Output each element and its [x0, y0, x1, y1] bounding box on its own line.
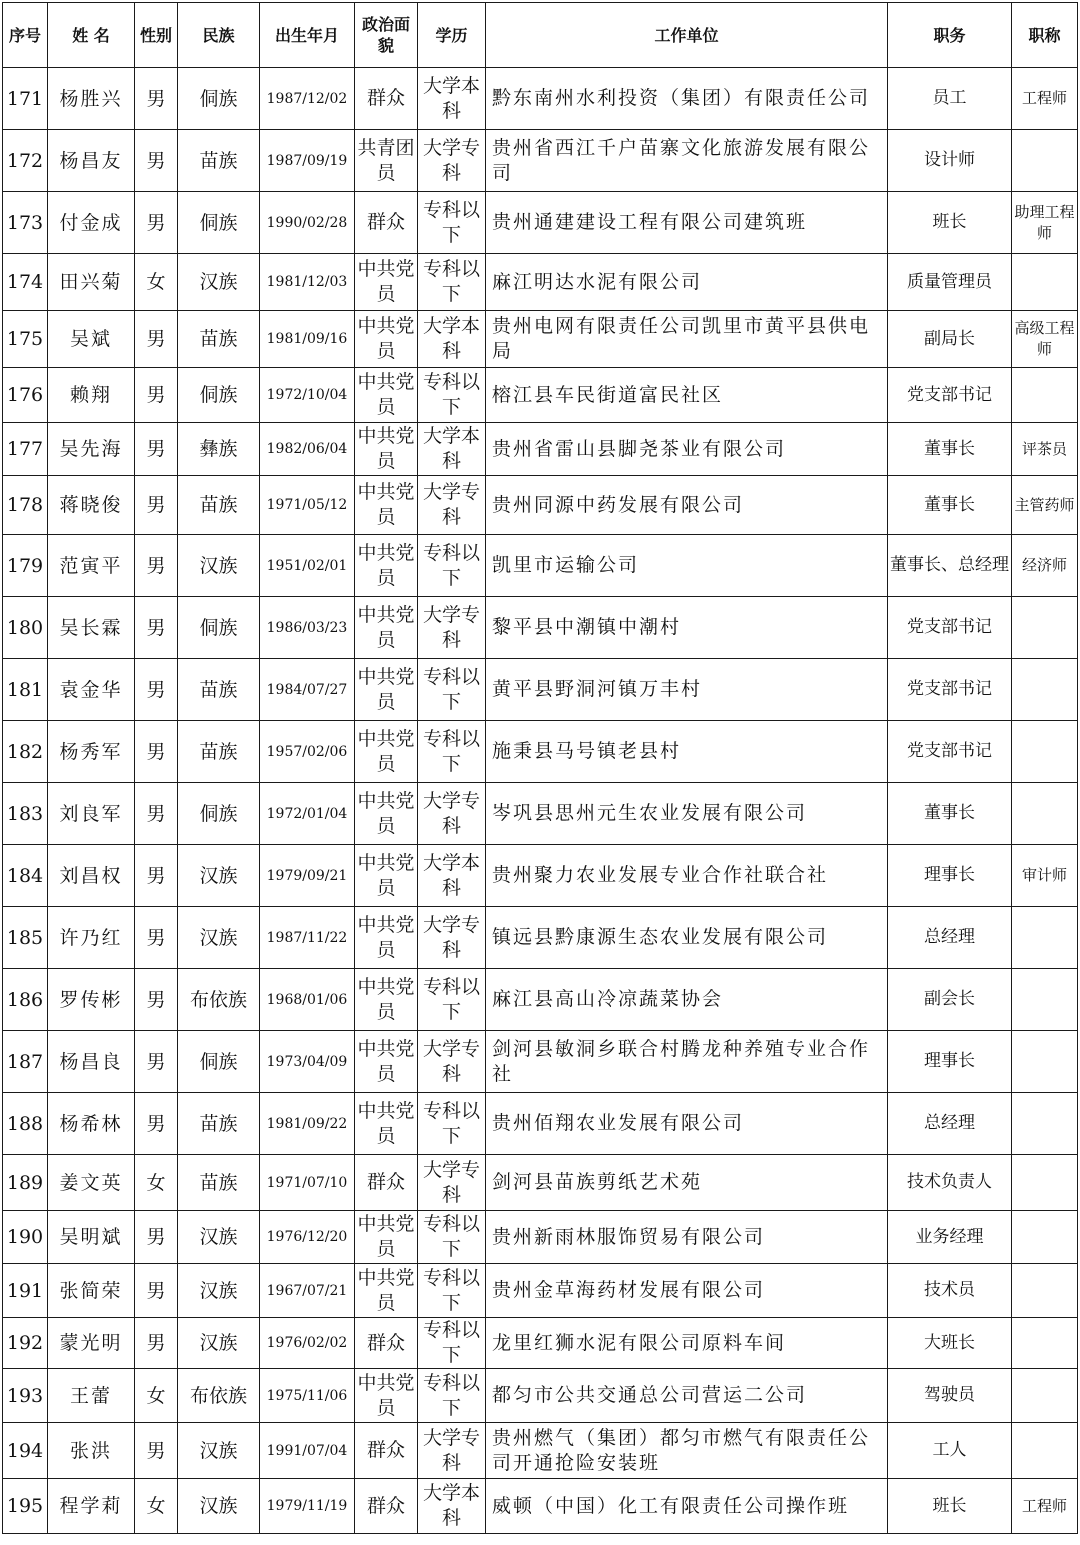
cell-post: 董事长 [888, 783, 1012, 845]
cell-gender: 男 [135, 597, 178, 659]
table-row [3, 907, 1078, 969]
cell-title [1012, 254, 1078, 311]
table-row [3, 1369, 1078, 1423]
table-row [3, 1423, 1078, 1479]
cell-ethnicity: 彝族 [178, 423, 260, 476]
cell-political: 中共党员 [355, 1031, 418, 1093]
cell-unit: 麻江明达水泥有限公司 [486, 254, 888, 311]
cell-post: 技术员 [888, 1264, 1012, 1318]
cell-birth: 1987/09/19 [260, 130, 355, 192]
cell-ethnicity: 布依族 [178, 1369, 260, 1423]
cell-seq: 188 [3, 1093, 48, 1155]
cell-ethnicity: 侗族 [178, 1031, 260, 1093]
table-row [3, 1093, 1078, 1155]
cell-gender: 男 [135, 659, 178, 721]
table-row [3, 368, 1078, 423]
cell-birth: 1972/01/04 [260, 783, 355, 845]
cell-unit: 剑河县苗族剪纸艺术苑 [486, 1155, 888, 1211]
cell-post: 副局长 [888, 311, 1012, 368]
cell-unit: 贵州燃气（集团）都匀市燃气有限责任公司开通抢险安装班 [486, 1423, 888, 1479]
cell-political: 中共党员 [355, 476, 418, 535]
cell-unit: 岑巩县思州元生农业发展有限公司 [486, 783, 888, 845]
cell-education: 大学专科 [418, 783, 486, 845]
cell-name: 范寅平 [48, 535, 135, 597]
cell-post: 党支部书记 [888, 659, 1012, 721]
cell-gender: 男 [135, 311, 178, 368]
cell-ethnicity: 汉族 [178, 1479, 260, 1534]
table-row [3, 845, 1078, 907]
cell-seq: 175 [3, 311, 48, 368]
cell-ethnicity: 侗族 [178, 368, 260, 423]
header-seq: 序号 [3, 3, 48, 68]
cell-education: 专科以下 [418, 1211, 486, 1264]
cell-gender: 男 [135, 1318, 178, 1369]
header-gender: 性别 [135, 3, 178, 68]
table-row [3, 311, 1078, 368]
table-row [3, 535, 1078, 597]
cell-name: 刘良军 [48, 783, 135, 845]
cell-gender: 男 [135, 535, 178, 597]
cell-political: 中共党员 [355, 845, 418, 907]
cell-ethnicity: 汉族 [178, 1264, 260, 1318]
cell-education: 专科以下 [418, 535, 486, 597]
cell-gender: 男 [135, 721, 178, 783]
cell-gender: 女 [135, 1155, 178, 1211]
cell-name: 许乃红 [48, 907, 135, 969]
cell-name: 刘昌权 [48, 845, 135, 907]
cell-post: 理事长 [888, 1031, 1012, 1093]
cell-seq: 191 [3, 1264, 48, 1318]
cell-post: 业务经理 [888, 1211, 1012, 1264]
cell-birth: 1981/12/03 [260, 254, 355, 311]
cell-seq: 195 [3, 1479, 48, 1534]
cell-name: 张洪 [48, 1423, 135, 1479]
table-row [3, 969, 1078, 1031]
cell-post: 董事长、总经理 [888, 535, 1012, 597]
cell-seq: 187 [3, 1031, 48, 1093]
cell-post: 总经理 [888, 1093, 1012, 1155]
cell-gender: 男 [135, 476, 178, 535]
cell-birth: 1984/07/27 [260, 659, 355, 721]
cell-ethnicity: 汉族 [178, 254, 260, 311]
cell-unit: 贵州同源中药发展有限公司 [486, 476, 888, 535]
cell-education: 大学本科 [418, 68, 486, 130]
cell-ethnicity: 苗族 [178, 721, 260, 783]
cell-name: 姜文英 [48, 1155, 135, 1211]
table-row [3, 1479, 1078, 1534]
cell-birth: 1979/09/21 [260, 845, 355, 907]
cell-birth: 1967/07/21 [260, 1264, 355, 1318]
cell-unit: 黎平县中潮镇中潮村 [486, 597, 888, 659]
cell-seq: 182 [3, 721, 48, 783]
cell-seq: 190 [3, 1211, 48, 1264]
cell-birth: 1968/01/06 [260, 969, 355, 1031]
cell-name: 吴长霖 [48, 597, 135, 659]
cell-ethnicity: 汉族 [178, 1423, 260, 1479]
cell-title [1012, 1369, 1078, 1423]
cell-gender: 男 [135, 1264, 178, 1318]
cell-education: 大学本科 [418, 845, 486, 907]
cell-post: 董事长 [888, 476, 1012, 535]
cell-unit: 贵州聚力农业发展专业合作社联合社 [486, 845, 888, 907]
cell-unit: 都匀市公共交通总公司营运二公司 [486, 1369, 888, 1423]
cell-unit: 贵州省雷山县脚尧茶业有限公司 [486, 423, 888, 476]
cell-title [1012, 1264, 1078, 1318]
cell-ethnicity: 侗族 [178, 783, 260, 845]
cell-political: 群众 [355, 1423, 418, 1479]
cell-birth: 1991/07/04 [260, 1423, 355, 1479]
cell-political: 中共党员 [355, 368, 418, 423]
cell-name: 罗传彬 [48, 969, 135, 1031]
cell-title: 高级工程师 [1012, 311, 1078, 368]
cell-unit: 贵州省西江千户苗寨文化旅游发展有限公司 [486, 130, 888, 192]
cell-name: 蒋晓俊 [48, 476, 135, 535]
cell-name: 赖翔 [48, 368, 135, 423]
personnel-table [2, 2, 1078, 1534]
cell-title [1012, 368, 1078, 423]
table-row [3, 1318, 1078, 1369]
table-body [3, 68, 1078, 1534]
header-title: 职称 [1012, 3, 1078, 68]
cell-political: 中共党员 [355, 597, 418, 659]
cell-gender: 女 [135, 1479, 178, 1534]
cell-birth: 1979/11/19 [260, 1479, 355, 1534]
cell-gender: 男 [135, 783, 178, 845]
cell-title: 评茶员 [1012, 423, 1078, 476]
cell-post: 副会长 [888, 969, 1012, 1031]
cell-name: 吴斌 [48, 311, 135, 368]
cell-title [1012, 783, 1078, 845]
cell-unit: 龙里红狮水泥有限公司原料车间 [486, 1318, 888, 1369]
cell-title: 经济师 [1012, 535, 1078, 597]
cell-education: 专科以下 [418, 1093, 486, 1155]
cell-birth: 1976/12/20 [260, 1211, 355, 1264]
cell-seq: 174 [3, 254, 48, 311]
cell-gender: 男 [135, 68, 178, 130]
cell-title [1012, 1318, 1078, 1369]
cell-post: 工人 [888, 1423, 1012, 1479]
cell-birth: 1987/11/22 [260, 907, 355, 969]
cell-political: 群众 [355, 1479, 418, 1534]
table-row [3, 68, 1078, 130]
cell-unit: 贵州佰翔农业发展有限公司 [486, 1093, 888, 1155]
cell-name: 杨昌友 [48, 130, 135, 192]
table-row [3, 659, 1078, 721]
cell-birth: 1976/02/02 [260, 1318, 355, 1369]
table-row [3, 597, 1078, 659]
header-row [3, 3, 1078, 68]
cell-gender: 男 [135, 1093, 178, 1155]
cell-education: 大学专科 [418, 1423, 486, 1479]
cell-seq: 183 [3, 783, 48, 845]
cell-education: 大学专科 [418, 597, 486, 659]
cell-seq: 178 [3, 476, 48, 535]
cell-gender: 男 [135, 845, 178, 907]
cell-name: 袁金华 [48, 659, 135, 721]
cell-political: 中共党员 [355, 907, 418, 969]
cell-education: 大学专科 [418, 1031, 486, 1093]
table-row [3, 1031, 1078, 1093]
table-row [3, 192, 1078, 254]
cell-unit: 镇远县黔康源生态农业发展有限公司 [486, 907, 888, 969]
cell-political: 中共党员 [355, 1264, 418, 1318]
cell-education: 专科以下 [418, 254, 486, 311]
cell-political: 中共党员 [355, 969, 418, 1031]
cell-education: 大学本科 [418, 311, 486, 368]
cell-post: 驾驶员 [888, 1369, 1012, 1423]
cell-title [1012, 1211, 1078, 1264]
cell-birth: 1981/09/22 [260, 1093, 355, 1155]
cell-title [1012, 721, 1078, 783]
cell-ethnicity: 汉族 [178, 907, 260, 969]
cell-birth: 1981/09/16 [260, 311, 355, 368]
table-row [3, 254, 1078, 311]
cell-education: 大学本科 [418, 1479, 486, 1534]
cell-political: 中共党员 [355, 311, 418, 368]
cell-birth: 1971/05/12 [260, 476, 355, 535]
cell-political: 中共党员 [355, 1093, 418, 1155]
cell-name: 吴先海 [48, 423, 135, 476]
cell-education: 大学专科 [418, 476, 486, 535]
cell-post: 党支部书记 [888, 721, 1012, 783]
cell-seq: 185 [3, 907, 48, 969]
cell-ethnicity: 苗族 [178, 130, 260, 192]
header-birth: 出生年月 [260, 3, 355, 68]
header-post: 职务 [888, 3, 1012, 68]
cell-post: 员工 [888, 68, 1012, 130]
cell-unit: 黄平县野洞河镇万丰村 [486, 659, 888, 721]
header-education: 学历 [418, 3, 486, 68]
cell-seq: 176 [3, 368, 48, 423]
table-row [3, 423, 1078, 476]
cell-political: 群众 [355, 192, 418, 254]
cell-birth: 1957/02/06 [260, 721, 355, 783]
cell-education: 专科以下 [418, 1369, 486, 1423]
cell-birth: 1987/12/02 [260, 68, 355, 130]
cell-birth: 1990/02/28 [260, 192, 355, 254]
cell-education: 大学专科 [418, 130, 486, 192]
cell-gender: 男 [135, 1211, 178, 1264]
cell-ethnicity: 苗族 [178, 1155, 260, 1211]
cell-birth: 1951/02/01 [260, 535, 355, 597]
cell-unit: 凯里市运输公司 [486, 535, 888, 597]
cell-title [1012, 969, 1078, 1031]
cell-post: 董事长 [888, 423, 1012, 476]
cell-name: 付金成 [48, 192, 135, 254]
cell-title [1012, 130, 1078, 192]
cell-name: 杨胜兴 [48, 68, 135, 130]
cell-post: 总经理 [888, 907, 1012, 969]
cell-ethnicity: 侗族 [178, 192, 260, 254]
cell-birth: 1971/07/10 [260, 1155, 355, 1211]
cell-ethnicity: 苗族 [178, 311, 260, 368]
cell-ethnicity: 苗族 [178, 659, 260, 721]
cell-gender: 男 [135, 1031, 178, 1093]
cell-gender: 女 [135, 1369, 178, 1423]
cell-political: 中共党员 [355, 1211, 418, 1264]
cell-name: 蒙光明 [48, 1318, 135, 1369]
cell-title: 工程师 [1012, 68, 1078, 130]
cell-birth: 1972/10/04 [260, 368, 355, 423]
cell-ethnicity: 汉族 [178, 1318, 260, 1369]
cell-gender: 女 [135, 254, 178, 311]
cell-political: 中共党员 [355, 1369, 418, 1423]
cell-education: 专科以下 [418, 368, 486, 423]
cell-title [1012, 1423, 1078, 1479]
cell-gender: 男 [135, 368, 178, 423]
cell-seq: 194 [3, 1423, 48, 1479]
cell-title [1012, 659, 1078, 721]
cell-post: 技术负责人 [888, 1155, 1012, 1211]
cell-post: 理事长 [888, 845, 1012, 907]
table-row [3, 1155, 1078, 1211]
cell-birth: 1986/03/23 [260, 597, 355, 659]
cell-unit: 贵州通建建设工程有限公司建筑班 [486, 192, 888, 254]
header-political: 政治面貌 [355, 3, 418, 68]
cell-post: 党支部书记 [888, 368, 1012, 423]
cell-ethnicity: 布依族 [178, 969, 260, 1031]
cell-education: 专科以下 [418, 721, 486, 783]
cell-title: 助理工程师 [1012, 192, 1078, 254]
cell-gender: 男 [135, 423, 178, 476]
cell-education: 专科以下 [418, 1318, 486, 1369]
cell-political: 群众 [355, 68, 418, 130]
cell-post: 班长 [888, 1479, 1012, 1534]
cell-name: 杨昌良 [48, 1031, 135, 1093]
cell-unit: 贵州金草海药材发展有限公司 [486, 1264, 888, 1318]
cell-gender: 男 [135, 969, 178, 1031]
cell-seq: 172 [3, 130, 48, 192]
table-row [3, 130, 1078, 192]
cell-birth: 1975/11/06 [260, 1369, 355, 1423]
cell-gender: 男 [135, 130, 178, 192]
cell-political: 中共党员 [355, 783, 418, 845]
cell-name: 田兴菊 [48, 254, 135, 311]
cell-political: 中共党员 [355, 254, 418, 311]
cell-unit: 剑河县敏洞乡联合村腾龙种养殖专业合作社 [486, 1031, 888, 1093]
cell-seq: 192 [3, 1318, 48, 1369]
cell-post: 党支部书记 [888, 597, 1012, 659]
cell-title: 审计师 [1012, 845, 1078, 907]
cell-name: 程学莉 [48, 1479, 135, 1534]
cell-unit: 贵州新雨林服饰贸易有限公司 [486, 1211, 888, 1264]
cell-title [1012, 597, 1078, 659]
cell-seq: 180 [3, 597, 48, 659]
cell-seq: 173 [3, 192, 48, 254]
cell-education: 大学专科 [418, 907, 486, 969]
cell-political: 共青团员 [355, 130, 418, 192]
cell-ethnicity: 侗族 [178, 68, 260, 130]
cell-name: 吴明斌 [48, 1211, 135, 1264]
cell-gender: 男 [135, 1423, 178, 1479]
cell-title: 工程师 [1012, 1479, 1078, 1534]
cell-seq: 181 [3, 659, 48, 721]
cell-ethnicity: 汉族 [178, 1211, 260, 1264]
cell-title [1012, 907, 1078, 969]
cell-political: 中共党员 [355, 721, 418, 783]
cell-post: 质量管理员 [888, 254, 1012, 311]
cell-name: 杨希林 [48, 1093, 135, 1155]
cell-name: 王蕾 [48, 1369, 135, 1423]
cell-title: 主管药师 [1012, 476, 1078, 535]
cell-education: 大学专科 [418, 1155, 486, 1211]
cell-title [1012, 1155, 1078, 1211]
table-row [3, 476, 1078, 535]
cell-unit: 麻江县高山冷凉蔬菜协会 [486, 969, 888, 1031]
cell-education: 专科以下 [418, 969, 486, 1031]
cell-unit: 贵州电网有限责任公司凯里市黄平县供电局 [486, 311, 888, 368]
cell-seq: 177 [3, 423, 48, 476]
cell-seq: 193 [3, 1369, 48, 1423]
cell-unit: 榕江县车民街道富民社区 [486, 368, 888, 423]
cell-political: 群众 [355, 1318, 418, 1369]
cell-title [1012, 1031, 1078, 1093]
cell-education: 专科以下 [418, 1264, 486, 1318]
cell-ethnicity: 苗族 [178, 1093, 260, 1155]
header-name: 姓 名 [48, 3, 135, 68]
cell-birth: 1973/04/09 [260, 1031, 355, 1093]
cell-gender: 男 [135, 907, 178, 969]
cell-title [1012, 1093, 1078, 1155]
header-unit: 工作单位 [486, 3, 888, 68]
cell-seq: 186 [3, 969, 48, 1031]
cell-political: 群众 [355, 1155, 418, 1211]
cell-post: 设计师 [888, 130, 1012, 192]
cell-ethnicity: 汉族 [178, 535, 260, 597]
cell-political: 中共党员 [355, 423, 418, 476]
cell-ethnicity: 侗族 [178, 597, 260, 659]
table-row [3, 1211, 1078, 1264]
cell-education: 专科以下 [418, 659, 486, 721]
cell-name: 张简荣 [48, 1264, 135, 1318]
cell-ethnicity: 苗族 [178, 476, 260, 535]
cell-seq: 171 [3, 68, 48, 130]
cell-seq: 184 [3, 845, 48, 907]
cell-post: 大班长 [888, 1318, 1012, 1369]
cell-seq: 179 [3, 535, 48, 597]
cell-ethnicity: 汉族 [178, 845, 260, 907]
table-row [3, 783, 1078, 845]
cell-political: 中共党员 [355, 535, 418, 597]
cell-gender: 男 [135, 192, 178, 254]
header-ethnicity: 民族 [178, 3, 260, 68]
cell-birth: 1982/06/04 [260, 423, 355, 476]
table-row [3, 1264, 1078, 1318]
cell-seq: 189 [3, 1155, 48, 1211]
cell-unit: 施秉县马号镇老县村 [486, 721, 888, 783]
cell-education: 专科以下 [418, 192, 486, 254]
cell-unit: 黔东南州水利投资（集团）有限责任公司 [486, 68, 888, 130]
cell-unit: 威顿（中国）化工有限责任公司操作班 [486, 1479, 888, 1534]
cell-post: 班长 [888, 192, 1012, 254]
cell-education: 大学本科 [418, 423, 486, 476]
cell-name: 杨秀军 [48, 721, 135, 783]
cell-political: 中共党员 [355, 659, 418, 721]
table-row [3, 721, 1078, 783]
